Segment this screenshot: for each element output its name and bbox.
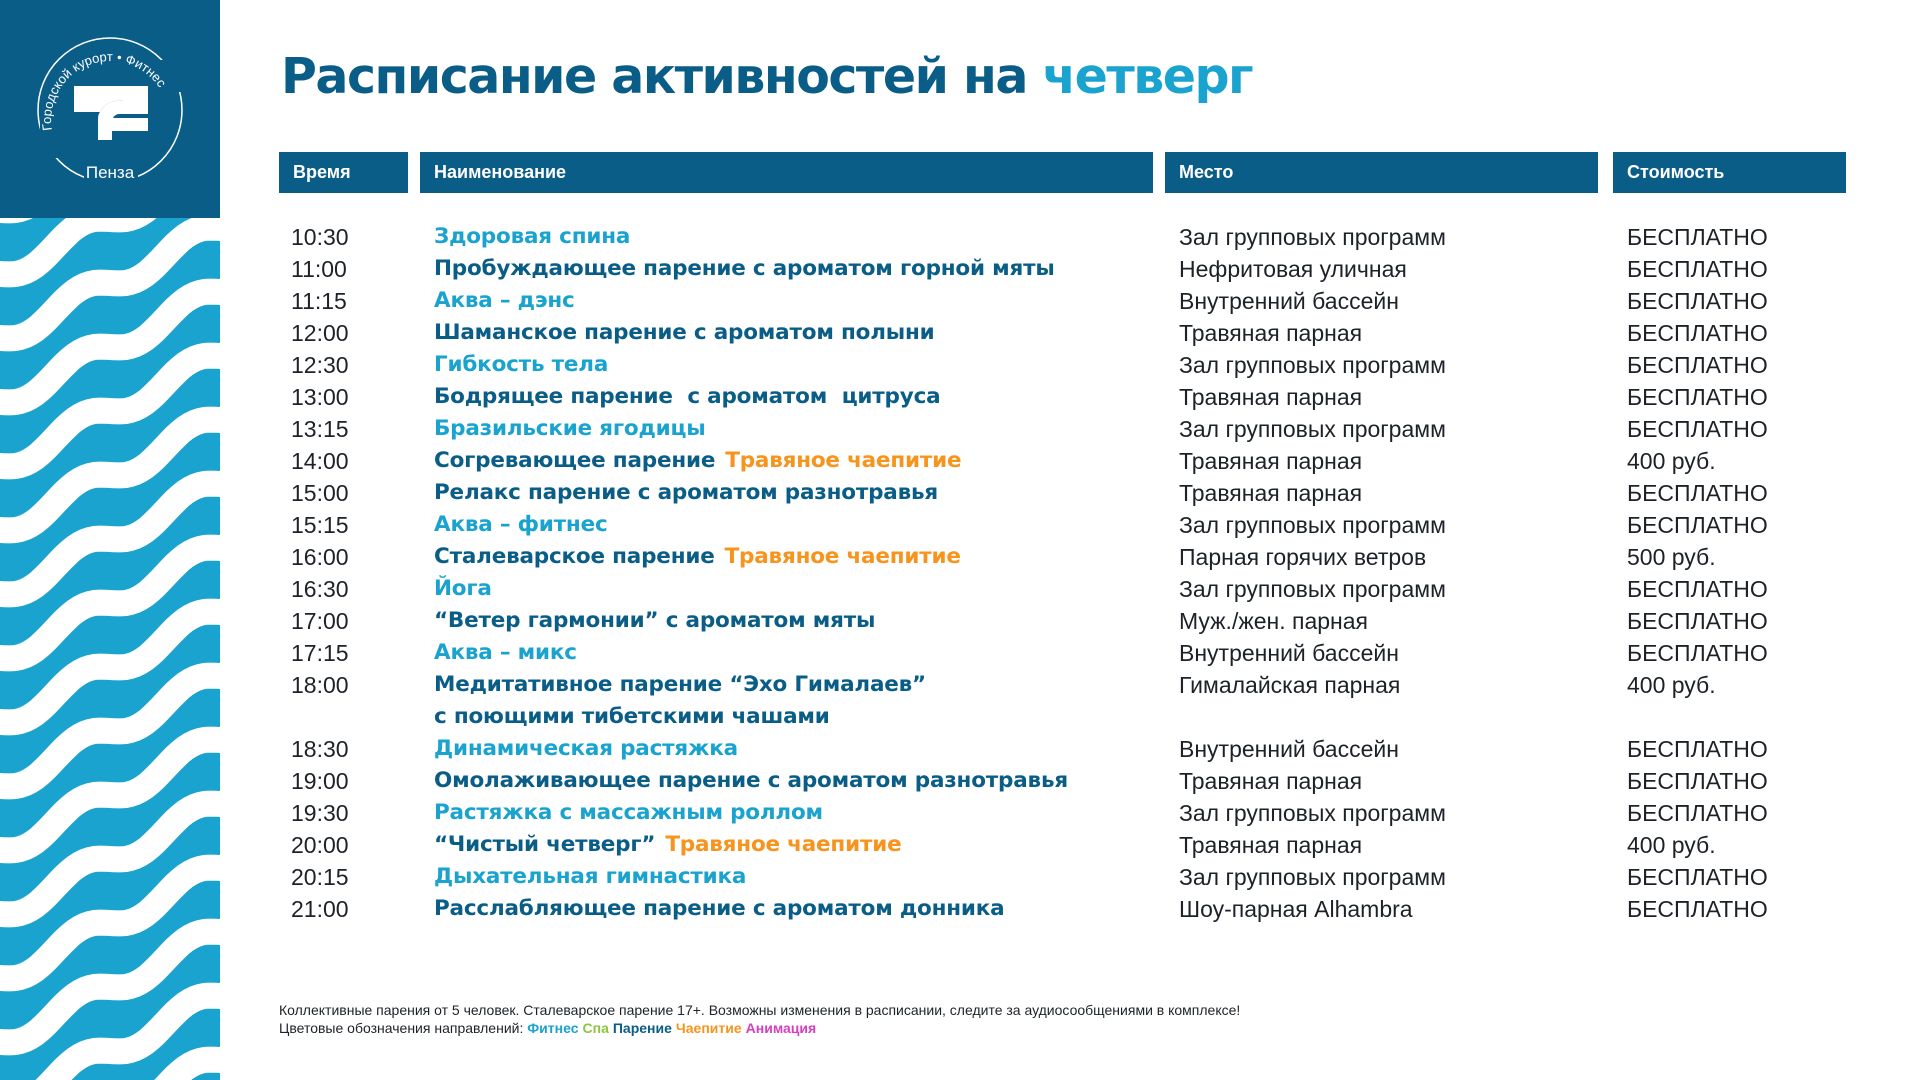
row-name — [434, 733, 738, 765]
row-name-text: Шаманское парение с ароматом полыни — [434, 320, 935, 345]
row-name-text: Сталеварское парение — [434, 544, 715, 569]
row-name-text: “Чистый четверг” — [434, 832, 656, 857]
row-name — [434, 317, 935, 349]
legend-animation: Анимация — [745, 1020, 817, 1036]
row-cost: БЕСПЛАТНО — [1627, 256, 1768, 282]
row-name — [434, 413, 705, 445]
row-name — [434, 509, 608, 541]
header-place: Место — [1165, 152, 1598, 193]
row-name — [434, 669, 926, 733]
row-name — [434, 349, 608, 381]
row-place: Зал групповых программ — [1179, 224, 1446, 250]
legend-prefix: Цветовые обозначения направлений: — [279, 1020, 524, 1036]
row-place: Внутренний бассейн — [1179, 640, 1399, 666]
row-name-text: Медитативное парение “Эхо Гималаев” — [434, 672, 926, 697]
row-cost: БЕСПЛАТНО — [1627, 576, 1768, 602]
row-cost: БЕСПЛАТНО — [1627, 416, 1768, 442]
row-time: 19:30 — [291, 800, 349, 826]
row-name — [434, 253, 1055, 285]
row-name-text: Аква – дэнс — [434, 288, 575, 313]
row-cost: БЕСПЛАТНО — [1627, 512, 1768, 538]
row-place: Травяная парная — [1179, 832, 1363, 858]
row-cost: БЕСПЛАТНО — [1627, 384, 1768, 410]
row-place: Муж./жен. парная — [1179, 608, 1368, 634]
table-row — [0, 221, 1920, 253]
row-name-text: Аква – микс — [434, 640, 577, 665]
row-place: Гималайская парная — [1179, 672, 1401, 698]
row-cost: 500 руб. — [1627, 544, 1716, 570]
row-time: 20:15 — [291, 864, 349, 890]
row-time: 13:00 — [291, 384, 349, 410]
row-name — [434, 829, 901, 861]
row-name — [434, 797, 823, 829]
row-time: 10:30 — [291, 224, 349, 250]
row-cost: БЕСПЛАТНО — [1627, 640, 1768, 666]
table-row — [0, 861, 1920, 893]
row-time: 12:00 — [291, 320, 349, 346]
row-name — [434, 541, 961, 573]
legend-parenie: Парение — [612, 1020, 672, 1036]
header-cost: Стоимость — [1613, 152, 1846, 193]
legend-tea: Чаепитие — [675, 1020, 742, 1036]
row-place: Зал групповых программ — [1179, 576, 1446, 602]
row-cost: БЕСПЛАТНО — [1627, 896, 1768, 922]
legend-spa: Спа — [582, 1020, 609, 1036]
row-name — [434, 605, 875, 637]
table-row — [0, 733, 1920, 765]
table-row — [0, 541, 1920, 573]
row-place: Парная горячих ветров — [1179, 544, 1427, 570]
row-place: Зал групповых программ — [1179, 416, 1446, 442]
row-name-text: Бодрящее парение с ароматом цитруса — [434, 384, 941, 409]
row-name — [434, 221, 630, 253]
table-row — [0, 637, 1920, 669]
row-time: 16:30 — [291, 576, 349, 602]
row-place: Зал групповых программ — [1179, 864, 1446, 890]
header-name: Наименование — [420, 152, 1153, 193]
row-time: 11:15 — [291, 288, 347, 314]
row-name — [434, 765, 1068, 797]
row-cost: БЕСПЛАТНО — [1627, 736, 1768, 762]
row-name — [434, 637, 577, 669]
row-tea-tag: Травяное чаепитие — [665, 832, 902, 857]
row-place: Травяная парная — [1179, 384, 1363, 410]
brand-city: Пенза — [85, 163, 135, 182]
row-name — [434, 285, 575, 317]
row-cost: 400 руб. — [1627, 448, 1716, 474]
row-place: Зал групповых программ — [1179, 352, 1446, 378]
table-row — [0, 605, 1920, 637]
row-cost: 400 руб. — [1627, 832, 1716, 858]
row-name — [434, 477, 938, 509]
row-place: Травяная парная — [1179, 448, 1363, 474]
row-name-text: Здоровая спина — [434, 224, 631, 249]
brand-arc-text: Городской курорт • Фитнес — [39, 49, 170, 132]
row-name-text: Релакс парение с ароматом разнотравья — [434, 480, 938, 505]
row-name — [434, 861, 746, 893]
row-place: Шоу-парная Alhambra — [1179, 896, 1413, 922]
row-cost: БЕСПЛАТНО — [1627, 800, 1768, 826]
table-row — [0, 381, 1920, 413]
row-place: Травяная парная — [1179, 768, 1363, 794]
row-name-text: Динамическая растяжка — [434, 736, 738, 761]
row-time: 17:00 — [291, 608, 349, 634]
row-name — [434, 381, 940, 413]
title-accent: четверг — [1042, 48, 1253, 105]
row-time: 20:00 — [291, 832, 349, 858]
row-time: 14:00 — [291, 448, 349, 474]
page-title — [281, 48, 1252, 105]
color-legend — [279, 1020, 820, 1036]
row-name-text: Омолаживающее парение с ароматом разнотравья — [434, 768, 1068, 793]
row-place: Травяная парная — [1179, 480, 1363, 506]
table-row — [0, 253, 1920, 285]
logo-emblem-icon — [0, 0, 220, 218]
row-name-text: Растяжка с массажным роллом — [434, 800, 823, 825]
row-name-text: Расслабляющее парение с ароматом донника — [434, 896, 1005, 921]
row-time: 18:00 — [291, 672, 349, 698]
row-cost: БЕСПЛАТНО — [1627, 224, 1768, 250]
row-cost: БЕСПЛАТНО — [1627, 864, 1768, 890]
row-name-text: Дыхательная гимнастика — [434, 864, 747, 889]
row-cost: БЕСПЛАТНО — [1627, 320, 1768, 346]
row-place: Зал групповых программ — [1179, 512, 1446, 538]
row-name-text: Йога — [434, 576, 492, 601]
header-time: Время — [279, 152, 408, 193]
row-place: Внутренний бассейн — [1179, 736, 1399, 762]
row-name-text: Аква – фитнес — [434, 512, 608, 537]
table-row — [0, 765, 1920, 797]
row-place: Внутренний бассейн — [1179, 288, 1399, 314]
row-cost: БЕСПЛАТНО — [1627, 768, 1768, 794]
title-main: Расписание активностей на — [281, 48, 1027, 105]
row-cost: БЕСПЛАТНО — [1627, 352, 1768, 378]
table-row — [0, 797, 1920, 829]
row-time: 12:30 — [291, 352, 349, 378]
row-name-text: Согревающее парение — [434, 448, 716, 473]
row-time: 18:30 — [291, 736, 349, 762]
row-cost: БЕСПЛАТНО — [1627, 480, 1768, 506]
table-row — [0, 413, 1920, 445]
table-row — [0, 349, 1920, 381]
row-tea-tag: Травяное чаепитие — [725, 448, 962, 473]
row-cost: 400 руб. — [1627, 672, 1716, 698]
row-time: 19:00 — [291, 768, 349, 794]
footer-note: Коллективные парения от 5 человек. Сталеварское парение 17+. Возможны изменения в расписании, следите за аудиосообщениями в комплексе! — [279, 1002, 1241, 1018]
row-name — [434, 573, 492, 605]
row-name-line2: с поющими тибетскими чашами — [434, 704, 830, 729]
row-place: Травяная парная — [1179, 320, 1363, 346]
row-name-text: Гибкость тела — [434, 352, 609, 377]
row-tea-tag: Травяное чаепитие — [724, 544, 961, 569]
table-row — [0, 509, 1920, 541]
legend-items — [527, 1020, 820, 1036]
row-name — [434, 893, 1005, 925]
row-place: Зал групповых программ — [1179, 800, 1446, 826]
row-time: 16:00 — [291, 544, 349, 570]
table-row — [0, 285, 1920, 317]
table-row — [0, 829, 1920, 861]
row-name-text: Пробуждающее парение с ароматом горной мяты — [434, 256, 1055, 281]
table-row — [0, 893, 1920, 925]
schedule-table — [0, 221, 1920, 925]
table-row — [0, 573, 1920, 605]
row-place: Нефритовая уличная — [1179, 256, 1407, 282]
row-time: 11:00 — [291, 256, 347, 282]
legend-fitness: Фитнес — [527, 1020, 579, 1036]
row-time: 13:15 — [291, 416, 349, 442]
row-name-text: “Ветер гармонии” с ароматом мяты — [434, 608, 876, 633]
table-row — [0, 669, 1920, 733]
table-row — [0, 445, 1920, 477]
row-time: 21:00 — [291, 896, 349, 922]
row-time: 17:15 — [291, 640, 349, 666]
row-cost: БЕСПЛАТНО — [1627, 288, 1768, 314]
row-time: 15:15 — [291, 512, 349, 538]
row-time: 15:00 — [291, 480, 349, 506]
table-row — [0, 317, 1920, 349]
table-row — [0, 477, 1920, 509]
row-name-text: Бразильские ягодицы — [434, 416, 706, 441]
row-cost: БЕСПЛАТНО — [1627, 608, 1768, 634]
row-name — [434, 445, 961, 477]
brand-logo — [0, 0, 220, 218]
